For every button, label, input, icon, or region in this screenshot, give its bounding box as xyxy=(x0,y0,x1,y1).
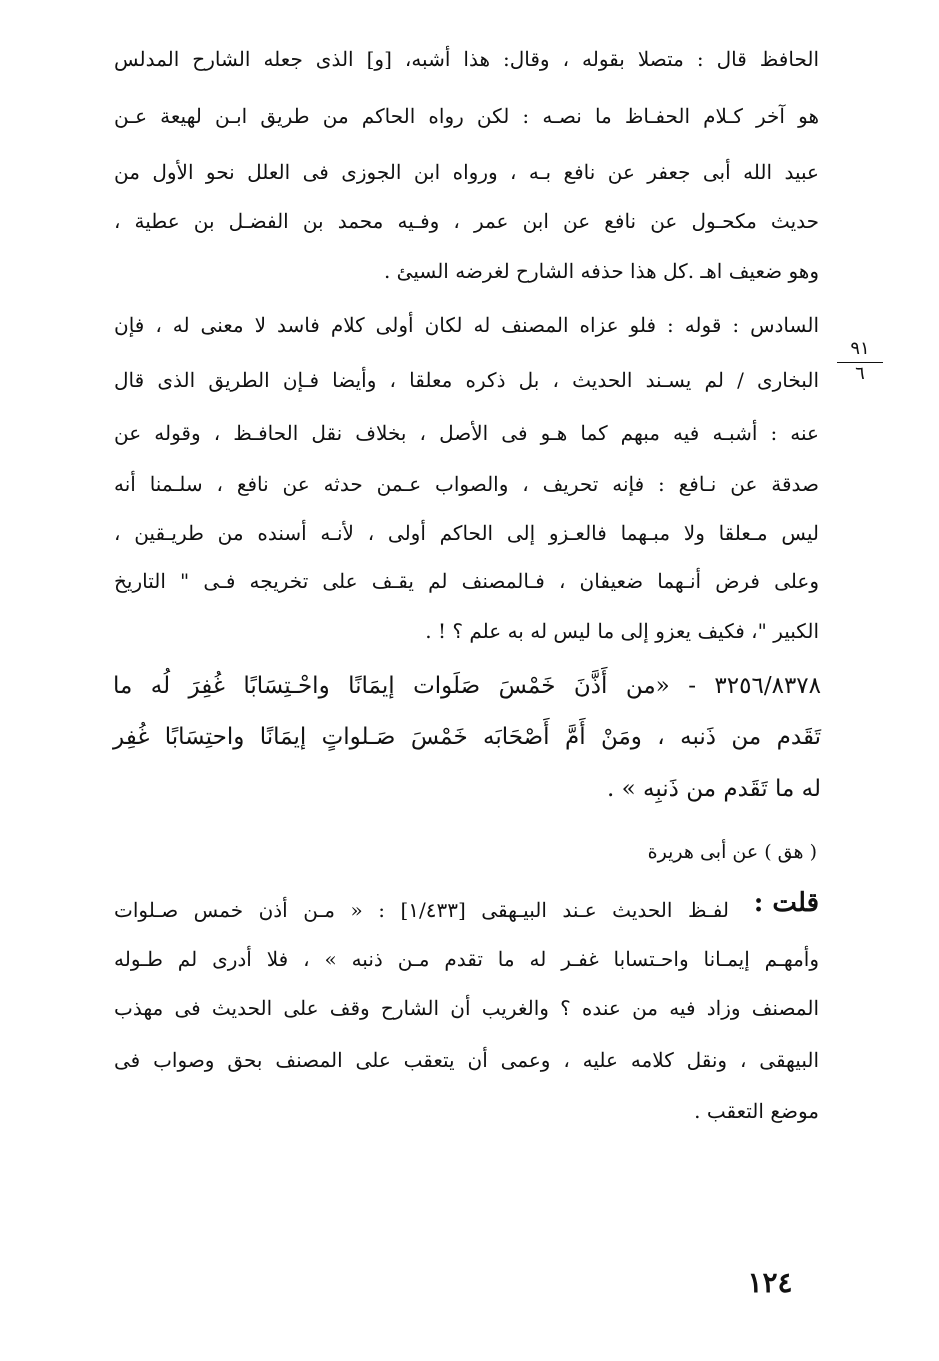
text-line: صدقة عن نـافع : فإنه تحريف ، والصواب عـمن حدثه عن نافع ، سلـمنا أنه xyxy=(114,472,819,496)
text-line: ليس مـعلقا ولا مبـهما فالعـزو إلى الحاكم أولى ، لأنـه أسنده من طريـقين ، xyxy=(114,521,819,545)
text-line: الكبير "، فكيف يعزو إلى ما ليس له به علم ؟ ! . xyxy=(425,619,819,643)
margin-page-reference xyxy=(836,338,884,385)
qult-marker: قلت : xyxy=(753,888,819,918)
text-line: عنه : أشبـه فيه مبهم كما هـو فى الأصل ، بخلاف نقل الحافـظ ، وقوله عن xyxy=(114,421,819,445)
hadith-line: تَقَدم من ذَنبه ، ومَنْ أَمَّ أَصْحَابَه خَمْسَ صَـلواتٍ إيمَانًا واحتِسَابًا غُفِر xyxy=(113,724,821,750)
text-line: هو آخر كـلام الحفـاظ ما نصـه : لكن رواه الحاكم من طريق ابـن لهيعة عـن xyxy=(114,104,819,128)
text-line: لفـظ الحديث عـند البيـهقى [١/٤٣٣] : « مـن أذن خمس صـلوات xyxy=(114,898,729,922)
text-line: البيهقى ، ونقل كلامه عليه ، وعمى أن يتعقب على المصنف بحق وصواب فى xyxy=(114,1048,819,1072)
margin-note-bottom: ٦ xyxy=(855,363,865,384)
margin-note-top: ٩١ xyxy=(850,338,870,359)
text-line: عبيد الله أبى جعفر عن نافع بـه ، ورواه ابن الجوزى فى العلل نحو الأول من xyxy=(114,160,819,184)
text-line: وهو ضعيف اهـ .كل هذا حذفه الشارح لغرضه السيئ . xyxy=(383,259,819,283)
text-line: وأمهـم إيمـانا واحـتسابا غفـر له ما تقدم مـن ذنبه » ، فلا أدرى لم طـوله xyxy=(114,947,819,971)
text-line: موضع التعقب . xyxy=(694,1099,819,1123)
text-line: المصنف وزاد فيه من عنده ؟ والغريب أن الشارح وقف على الحديث فى مهذب xyxy=(114,996,819,1020)
text-line: الحافظ قال : متصلا بقوله ، وقال: هذا أشبه، [و] الذى جعله الشارح المدلس xyxy=(114,47,819,71)
hadith-source: ( هق ) عن أبى هريرة xyxy=(647,841,817,863)
hadith-line: ٣٢٥٦/٨٣٧٨ - «من أَذَّنَ خَمْسَ صَلَوات إيمَانًا واحْـتِسَابًا غُفِرَ لُه ما xyxy=(113,673,821,699)
text-line: حديث مكحـول عن نافع عن ابن عمر ، وفـيه محمد بن الفضـل بن عطية ، xyxy=(114,209,819,233)
hadith-line: له ما تَقَدم من ذَنبِه » . xyxy=(606,776,821,802)
page-number: ١٢٤ xyxy=(747,1266,793,1299)
text-line: السادس : قوله : فلو عزاه المصنف له لكان أولى كلام فاسد لا معنى له ، فإن xyxy=(114,313,819,337)
text-line: وعلى فرض أنـهما ضعيفان ، فـالمصنف لم يقـف على تخريجه فـى " التاريخ xyxy=(114,569,819,593)
text-line: البخارى / لم يسـند الحديث ، بل ذكره معلقا ، وأيضا فـإن الطريق الذى قال xyxy=(114,368,819,392)
